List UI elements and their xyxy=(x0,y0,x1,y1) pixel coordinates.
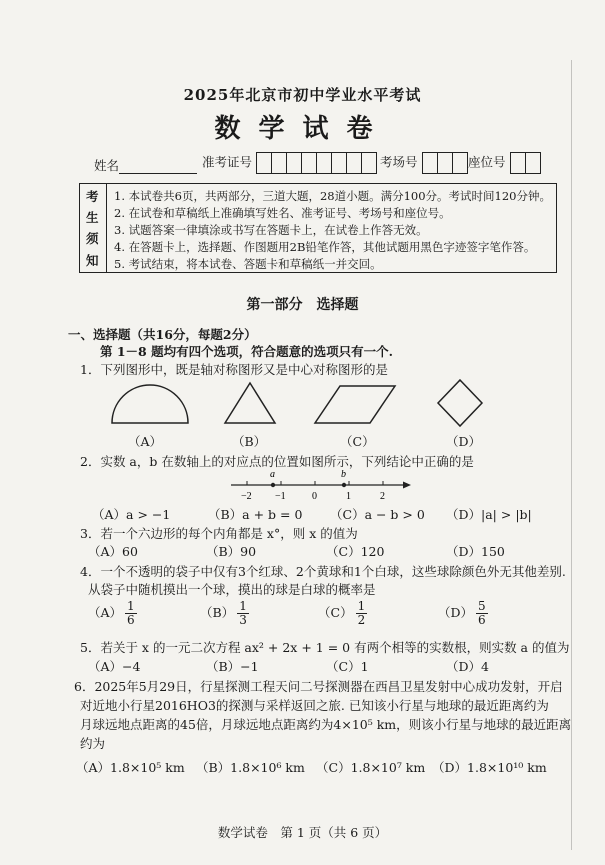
seat-field xyxy=(468,152,541,174)
q6-option-d: （D）1.8×10¹⁰ km xyxy=(432,760,547,775)
parallelogram-shape xyxy=(315,386,395,423)
semicircle-shape xyxy=(112,385,188,423)
q2-number-line xyxy=(225,467,415,503)
q2-option-d: （D）|a| > |b| xyxy=(446,507,532,522)
notice-item: 1. 本试卷共6页，共两部分，三道大题，28道小题。满分100分。考试时间120分钟。 xyxy=(114,189,551,203)
fraction: $\frac{5}{6}$ xyxy=(478,599,486,627)
q1-label-c: （C） xyxy=(340,434,375,449)
exam-id-label: 准考证号 xyxy=(202,154,253,170)
name-label: 姓名 xyxy=(94,158,120,173)
q3-stem: 3．若一个六边形的每个内角都是 x°，则 x 的值为 xyxy=(80,526,358,541)
notice-item: 4. 在答题卡上，选择题、作图题用2B铅笔作答，其他试题用黑色字迹签字笔作答。 xyxy=(114,240,536,254)
notice-label: 考 生 须 知 xyxy=(80,184,107,272)
seat-boxes xyxy=(510,152,541,174)
q3-option-a: （A）60 xyxy=(88,544,138,559)
q3-option-b: （B）90 xyxy=(206,544,257,559)
q6-option-c: （C）1.8×10⁷ km xyxy=(316,760,426,775)
room-label: 考场号 xyxy=(380,154,418,170)
q1-label-b: （B） xyxy=(232,434,267,449)
tick-label: −2 xyxy=(241,491,252,502)
subject-title: 数学试卷 xyxy=(214,114,391,144)
q4-stem-line1: 4．一个不透明的袋子中仅有3个红球、2个黄球和1个白球，这些球除颜色外无其他差别. xyxy=(80,564,566,579)
part-title: 第一部分 选择题 xyxy=(246,297,359,313)
point-b-label: b xyxy=(341,469,346,480)
q6-option-b: （B）1.8×10⁶ km xyxy=(196,760,305,775)
tick-label: 0 xyxy=(312,491,317,502)
section-heading: 一、选择题（共16分，每题2分） xyxy=(68,327,257,342)
q3-option-c: （C）120 xyxy=(326,544,385,559)
page-footer: 数学试卷 第 1 页（共 6 页） xyxy=(217,825,388,840)
q4-option-c: （C） $\frac{1}{2}$ xyxy=(318,599,366,627)
triangle-shape xyxy=(225,383,275,423)
point-a-label: a xyxy=(270,469,275,480)
notice-item: 5. 考试结束，将本试卷、答题卡和草稿纸一并交回。 xyxy=(114,257,382,271)
q5-option-a: （A）−4 xyxy=(88,659,141,674)
q1-figures xyxy=(100,378,520,436)
exam-id-boxes xyxy=(256,152,377,174)
rhombus-shape xyxy=(438,380,482,426)
fraction: $\frac{1}{6}$ xyxy=(127,599,135,627)
q6-stem-line1: 6．2025年5月29日，行星探测工程天问二号探测器在西昌卫星发射中心成功发射，开启 xyxy=(74,679,563,694)
point-b xyxy=(342,483,346,487)
exam-title: 2025年北京市初中学业水平考试 xyxy=(183,86,422,104)
q2-option-c: （C）a − b > 0 xyxy=(330,507,425,522)
q6-option-a: （A）1.8×10⁵ km xyxy=(76,760,185,775)
q5-stem: 5．若关于 x 的一元二次方程 ax² + 2x + 1 = 0 有两个相等的实数根，则实数 a 的值为 xyxy=(80,640,570,655)
q4-option-b: （B） $\frac{1}{3}$ xyxy=(200,599,247,627)
q1-label-a: （A） xyxy=(128,434,163,449)
room-field xyxy=(380,152,468,174)
q2-stem: 2．实数 a，b 在数轴上的对应点的位置如图所示，下列结论中正确的是 xyxy=(80,454,474,469)
exam-id-field xyxy=(202,152,377,174)
notice-item: 2. 在试卷和草稿纸上准确填写姓名、准考证号、考场号和座位号。 xyxy=(114,206,451,220)
q5-option-c: （C）1 xyxy=(326,659,369,674)
section-instruction: 第 1－8 题均有四个选项，符合题意的选项只有一个. xyxy=(100,344,393,359)
q6-stem-line3: 月球远地点距离的45倍，月球远地点距离约为4×10⁵ km，则该小行星与地球的最近距离 xyxy=(80,717,572,732)
q1-label-d: （D） xyxy=(446,434,482,449)
candidate-notice-box xyxy=(79,183,557,273)
q3-option-d: （D）150 xyxy=(446,544,505,559)
q1-stem: 1．下列图形中，既是轴对称图形又是中心对称图形的是 xyxy=(80,362,388,377)
q4-option-d: （D） $\frac{5}{6}$ xyxy=(438,599,486,627)
fraction: $\frac{1}{2}$ xyxy=(357,599,366,627)
q2-option-a: （A）a > −1 xyxy=(92,507,171,522)
q5-option-d: （D）4 xyxy=(446,659,489,674)
name-blank xyxy=(119,159,197,174)
fraction: $\frac{1}{3}$ xyxy=(239,599,247,627)
tick-label: 2 xyxy=(380,491,385,502)
axis-arrow xyxy=(403,482,411,489)
q4-option-a: （A） $\frac{1}{6}$ xyxy=(88,599,135,627)
q6-stem-line2: 对近地小行星2016HO3的探测与采样返回之旅. 已知该小行星与地球的最近距离约为 xyxy=(80,698,549,713)
q4-stem-line2: 从袋子中随机摸出一个球，摸出的球是白球的概率是 xyxy=(88,582,376,597)
name-field xyxy=(94,156,197,174)
seat-label: 座位号 xyxy=(468,154,506,170)
q5-option-b: （B）−1 xyxy=(206,659,259,674)
q6-stem-line4: 约为 xyxy=(80,736,106,751)
point-a xyxy=(271,483,275,487)
room-boxes xyxy=(422,152,468,174)
tick-label: −1 xyxy=(275,491,286,502)
notice-item: 3. 试题答案一律填涂或书写在答题卡上，在试卷上作答无效。 xyxy=(114,223,428,237)
tick-label: 1 xyxy=(346,491,351,502)
q2-option-b: （B）a + b = 0 xyxy=(208,507,303,522)
